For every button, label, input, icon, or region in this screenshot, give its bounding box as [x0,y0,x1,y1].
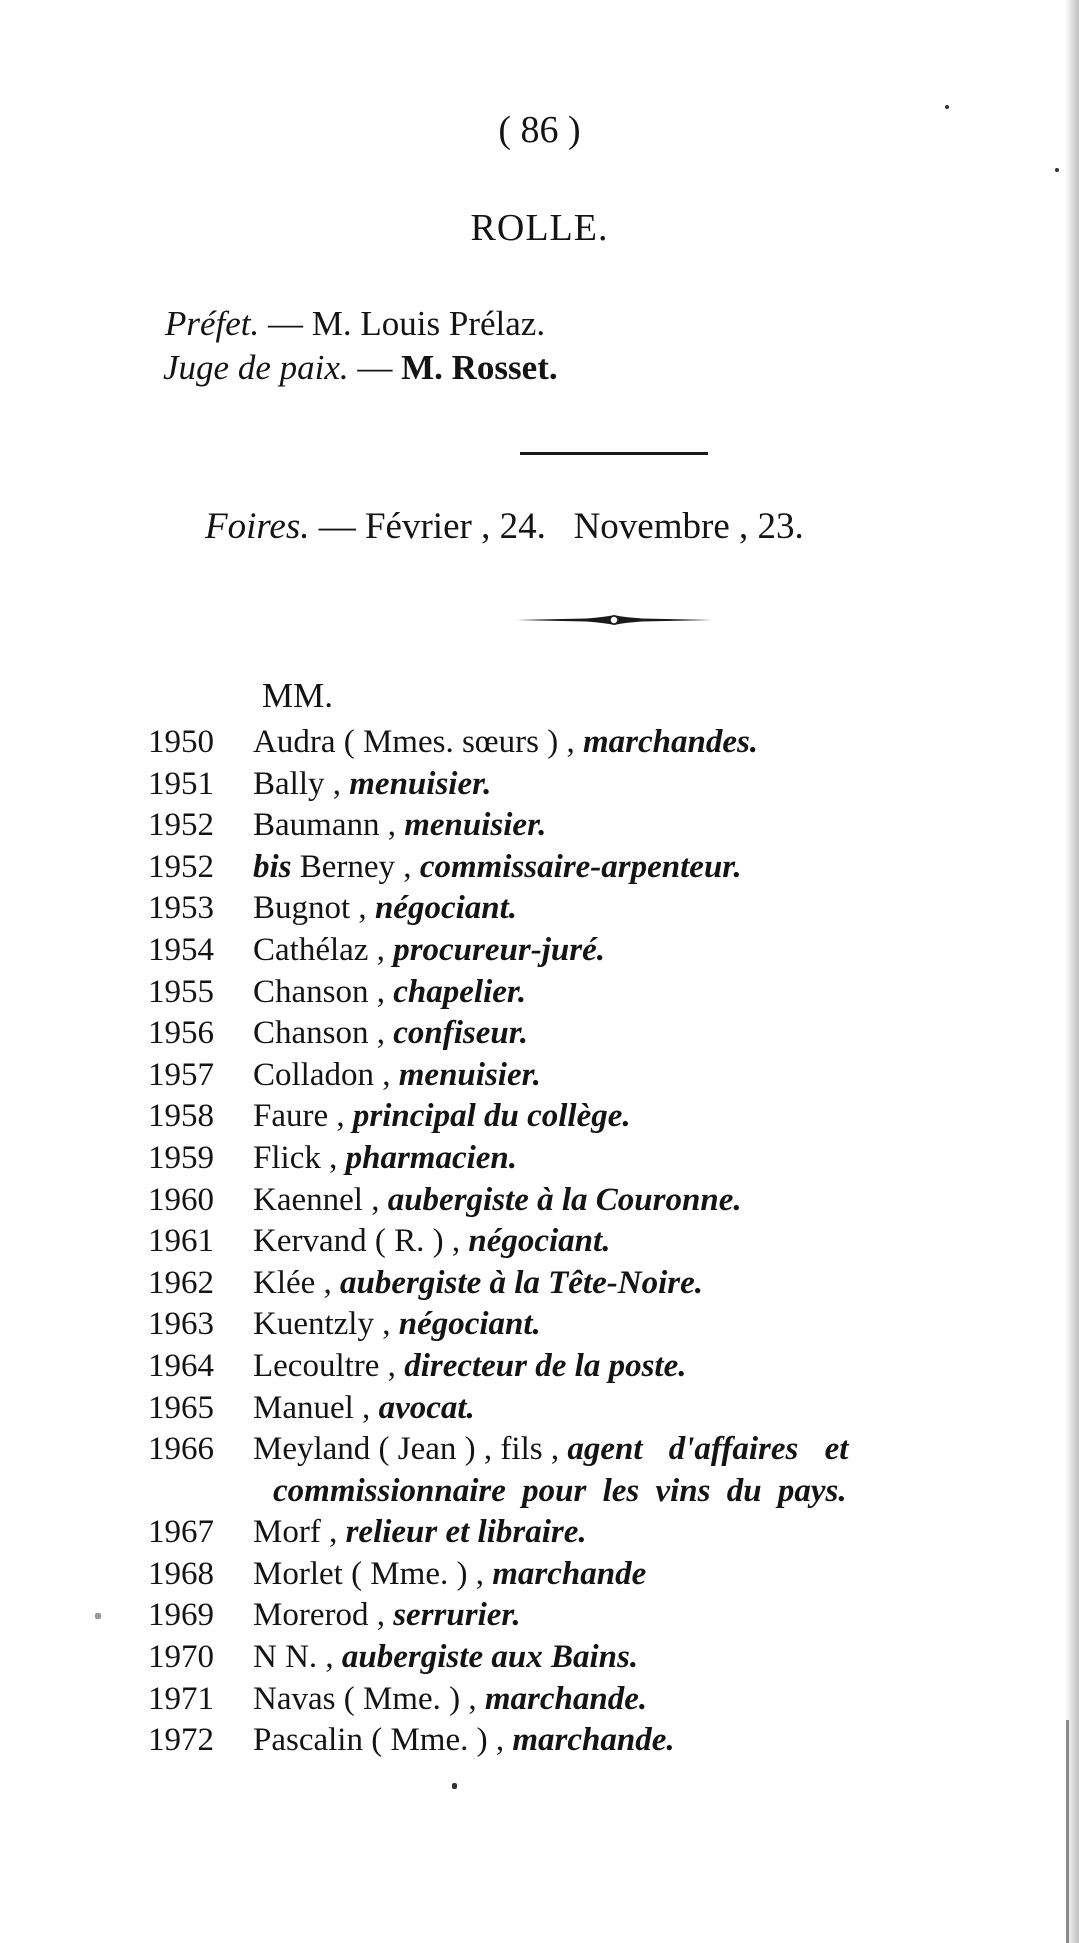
fairs-line [205,505,804,548]
list-item [148,1304,1068,1346]
list-item [148,1595,1068,1637]
entry-occupation: négociant. [374,890,518,927]
ink-speck [452,1783,457,1789]
entry-number: 1952 [148,807,214,844]
page-number: ( 86 ) [498,109,581,151]
entry-number: 1963 [148,1306,214,1343]
fairs-separator: — [309,506,365,547]
entry-number: 1950 [148,724,214,760]
entry-name: Chanson , [253,973,394,1010]
entry-text [253,1429,848,1471]
list-item [148,847,1068,889]
entry-name: Morerod , [253,1597,394,1634]
list-item [148,1055,1068,1097]
entry-number: 1959 [148,1139,214,1176]
entry-name: Cathélaz , [253,931,394,968]
entry-text [253,1138,517,1180]
entry-number: 1951 [148,765,214,802]
entry-name: Berney , [299,848,420,885]
entry-occupation: principal du collège. [352,1098,631,1135]
entry-prefix: bis [253,848,300,885]
ink-speck [95,1613,101,1619]
entry-number: 1957 [148,1056,214,1093]
entry-name: Meyland ( Jean ) , fils , [253,1431,568,1468]
entry-occupation: aubergiste à la Tête-Noire. [340,1264,703,1301]
entry-number: 1965 [148,1389,214,1426]
entry-text [253,722,758,764]
entry-occupation: avocat. [378,1389,475,1426]
entry-number: 1960 [148,1181,214,1218]
entry-occupation: procureur-juré. [393,931,605,968]
entry-name: Baumann , [253,807,405,844]
entry-occupation: menuisier. [398,1056,541,1093]
entry-text [253,1180,742,1222]
entry-number: 1955 [148,973,214,1010]
entry-number: 1968 [148,1555,214,1592]
entry-occupation: marchandes. [582,724,759,760]
list-item [148,1512,1068,1554]
horizontal-rule [520,452,708,455]
entry-text [273,1471,847,1513]
official-separator: — [348,348,402,387]
entry-occupation: aubergiste à la Couronne. [387,1181,742,1218]
entry-occupation: directeur de la poste. [404,1347,687,1384]
section-title: ROLLE. [470,207,609,249]
entry-text [253,888,517,930]
list-item [148,888,1068,930]
entry-name: Bally , [253,765,350,802]
list-item [148,722,1068,764]
list-item [148,1429,1068,1471]
entry-occupation: négociant. [398,1306,541,1343]
list-item [148,972,1068,1014]
list-item [148,1221,1068,1263]
entry-occupation: aubergiste aux Bains. [341,1639,639,1676]
entry-text [253,1637,638,1679]
list-item [148,1180,1068,1222]
official-prefet [165,304,545,344]
entry-number: 1958 [148,1098,214,1135]
official-name: M. Rosset. [401,348,558,387]
entry-text [253,805,546,847]
list-item-continuation [148,1471,1068,1513]
entry-text [253,847,742,889]
entry-occupation: menuisier. [349,765,492,802]
entry-number: 1967 [148,1514,214,1551]
ink-speck [1055,168,1059,172]
list-item [148,1388,1068,1430]
entry-text [253,1346,686,1388]
entry-name: Lecoultre , [253,1347,405,1384]
entry-name: N N. , [253,1639,342,1676]
list-item [148,1679,1068,1721]
list-item [148,1096,1068,1138]
entry-occupation: agent d'affaires et [567,1431,849,1468]
entry-occupation: marchande. [512,1722,675,1759]
directory-list [148,722,1068,1762]
entry-name: Pascalin ( Mme. ) , [253,1722,513,1759]
entry-number: 1964 [148,1347,214,1384]
list-item [148,764,1068,806]
official-name: M. Louis Prélaz. [311,304,546,343]
official-juge [163,348,558,388]
entry-occupation: marchande [492,1555,647,1592]
fairs-dates: Février , 24. Novembre , 23. [364,506,804,547]
entry-name: Navas ( Mme. ) , [253,1680,485,1717]
entry-text [253,930,605,972]
entry-occupation: commissionnaire pour les vins du pays. [273,1472,847,1509]
entry-number: 1961 [148,1223,214,1260]
entry-text [253,1013,528,1055]
entry-text [253,1554,646,1596]
entry-occupation: pharmacien. [345,1139,518,1176]
list-item [148,1263,1068,1305]
entry-occupation: serrurier. [393,1597,521,1634]
entry-text [253,1595,521,1637]
entry-name: Klée , [253,1264,341,1301]
entry-number: 1966 [148,1431,214,1468]
ink-speck [945,105,949,109]
list-item [148,1346,1068,1388]
entry-name: Kaennel , [253,1181,388,1218]
entry-number: 1970 [148,1639,214,1676]
list-header: MM. [262,676,333,715]
list-item [148,1013,1068,1055]
entry-text [253,1055,541,1097]
entry-text [253,1221,610,1263]
entry-text [253,1512,587,1554]
entry-text [253,1679,647,1721]
entry-name: Flick , [253,1139,346,1176]
official-role: Préfet. [165,304,260,343]
entry-number: 1969 [148,1597,214,1634]
entry-name: Colladon , [253,1056,399,1093]
list-item [148,1138,1068,1180]
ornamental-divider [516,612,712,628]
entry-occupation: relieur et libraire. [345,1514,587,1551]
entry-text [253,1304,541,1346]
fairs-label: Foires. [205,506,310,547]
entry-occupation: commissaire-arpenteur. [419,848,742,885]
entry-name: Bugnot , [253,890,375,927]
entry-number: 1953 [148,890,214,927]
entry-text [253,1096,631,1138]
entry-name: Morlet ( Mme. ) , [253,1555,493,1592]
entry-text [253,1388,475,1430]
entry-text [253,972,526,1014]
entry-occupation: marchande. [484,1680,648,1717]
entry-name: Kuentzly , [253,1306,399,1343]
entry-occupation: chapelier. [393,973,527,1010]
entry-text [253,764,491,806]
entry-name: Morf , [253,1514,346,1551]
official-separator: — [259,304,312,343]
official-role: Juge de paix. [163,348,349,387]
entry-occupation: confiseur. [393,1015,529,1052]
entry-number: 1954 [148,931,214,968]
list-item [148,1554,1068,1596]
list-item [148,805,1068,847]
entry-occupation: menuisier. [404,807,547,844]
entry-number: 1956 [148,1015,214,1052]
entry-name: Faure , [253,1098,353,1135]
entry-name: Chanson , [253,1015,394,1052]
entry-number: 1972 [148,1722,214,1759]
list-item [148,1720,1068,1762]
entry-name: Audra ( Mmes. sœurs ) , [253,724,583,760]
entry-name: Kervand ( R. ) , [253,1223,469,1260]
entry-name: Manuel , [253,1389,379,1426]
list-item [148,1637,1068,1679]
entry-text [253,1263,703,1305]
entry-number: 1952 [148,848,214,885]
entry-text [253,1720,675,1762]
list-item [148,930,1068,972]
entry-number: 1971 [148,1680,214,1717]
entry-occupation: négociant. [468,1223,611,1260]
entry-number: 1962 [148,1264,214,1301]
